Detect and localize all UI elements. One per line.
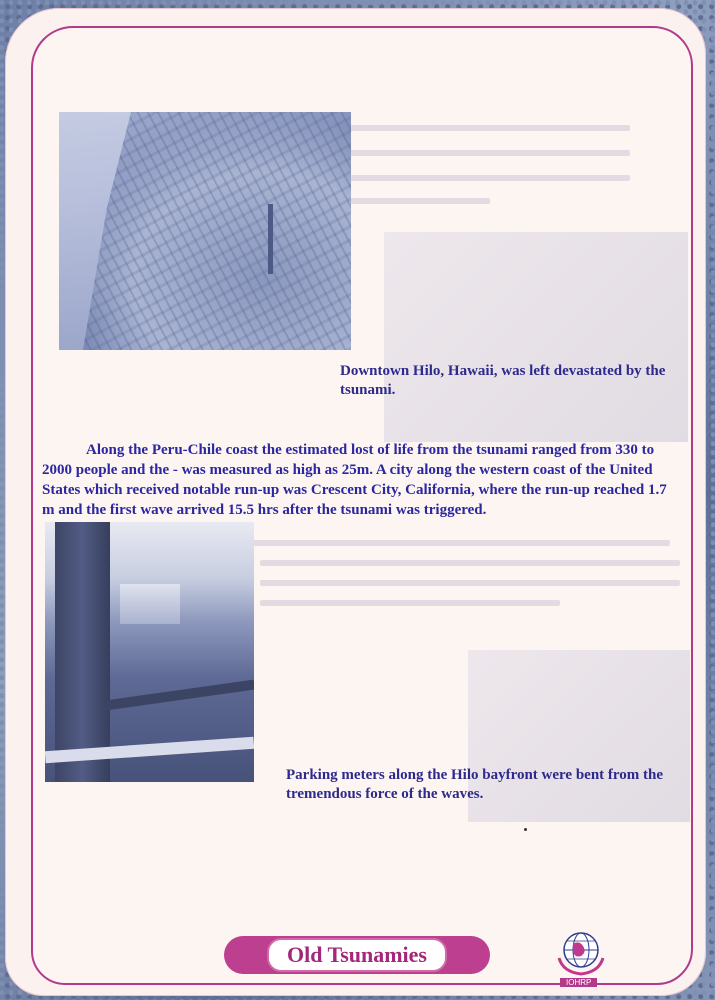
photo-downtown-hilo [59,112,351,350]
photo-building [120,584,180,624]
bleed-through-line [260,560,680,566]
bleed-through-line [260,580,680,586]
body-text [42,440,682,520]
footer-badge [224,936,490,974]
body-paragraph: Along the Peru-Chile coast the estimated lost of life from the tsunami ranged from 330 to 2000 people and the - was measured as high as 25m. A city along the western coast of the United States which received notable run-up was Crescent City, California, where the run-up reached 1.7 m and the first wave arrived 15.5 hrs after the tsunami was triggered. [42,442,667,518]
photo-bent-meter [105,680,254,711]
logo-label: IOHRP [560,978,597,987]
caption-hilo: Downtown Hilo, Hawaii, was left devastated by the tsunami. [340,363,666,398]
bleed-through-line [260,600,560,606]
photo-coastline [59,112,179,350]
footer-badge-label: Old Tsunamies [267,938,447,972]
caption-parking-meters: Parking meters along the Hilo bayfront were bent from the tremendous force of the waves. [286,767,664,802]
photo-pole [55,522,110,782]
bleed-through-photo [384,232,688,442]
stray-mark [524,828,527,831]
globe-hands-logo-icon [555,928,607,984]
photo-tower [268,204,273,274]
photo-parking-meters [45,522,254,782]
